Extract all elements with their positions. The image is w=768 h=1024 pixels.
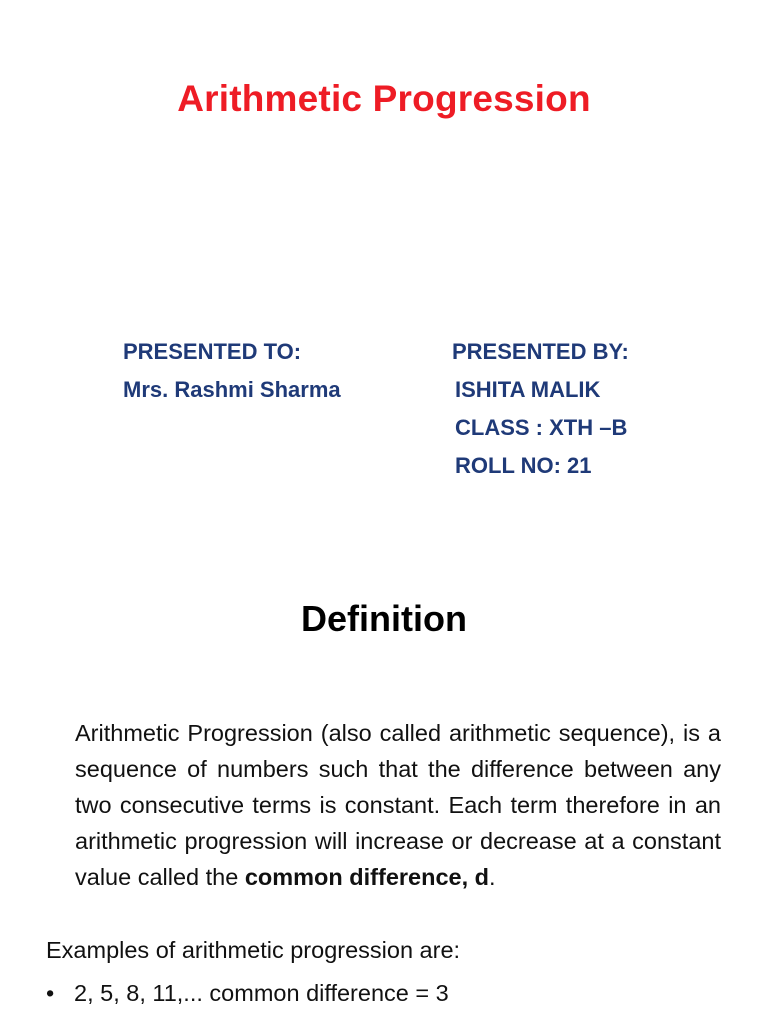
teacher-name: Mrs. Rashmi Sharma (123, 377, 341, 402)
student-name: ISHITA MALIK (455, 377, 601, 402)
example-list-item (46, 980, 449, 1007)
examples-intro: Examples of arithmetic progression are: (46, 937, 461, 963)
student-roll-number: ROLL NO: 21 (455, 453, 592, 478)
definition-paragraph (75, 715, 721, 895)
example-text: 2, 5, 8, 11,... common difference = 3 (74, 980, 449, 1006)
presented-to-label: PRESENTED TO: (123, 339, 302, 364)
definition-text: Arithmetic Progression (also called arithmetic sequence), is a sequence of numbers such that the difference between any two consecutive terms is constant. Each term therefore in an arithmetic progression will increase or decrease at a constant value called the (75, 720, 721, 890)
slide-title: Arithmetic Progression (177, 78, 591, 119)
common-difference-term: common difference, d (244, 864, 490, 890)
definition-end: . (489, 864, 496, 890)
presented-to-block (123, 333, 341, 409)
definition-slide (0, 576, 768, 1024)
presented-by-block (452, 333, 629, 485)
student-class: CLASS : XTH –B (455, 415, 628, 440)
presented-by-label: PRESENTED BY: (452, 339, 629, 364)
definition-heading: Definition (301, 598, 467, 639)
bullet-icon: • (46, 980, 55, 1006)
